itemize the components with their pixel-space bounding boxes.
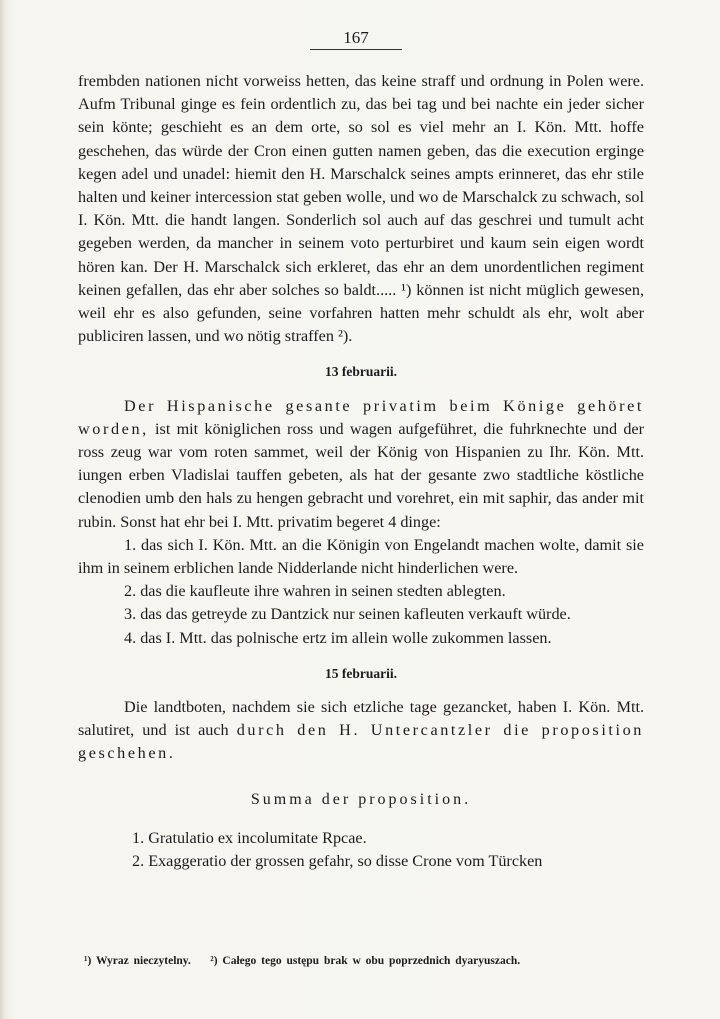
paragraph-marschalck: frembden nationen nicht vorweiss hetten, das keine straff und ordnung in Polen were. Aufm Tribunal ginge es fein ordentlich zu, das bei tag und bei nachte ein jeder sicher sein könte; geschieht es an dem orte, so sol es viel mehr an I. Kön. Mtt. hoffe geschehen, das würde der Cron einen gutten namen geben, das die execution erginge kegen adel und unadel: hiemit den H. Marschalck seines ampts erinneret, das ehr stile halten und keiner intercession stat geben wolle, und wo de Marschalck zu schwach, sol I. Kön. Mtt. die handt langen. Sonderlich sol auch auf das geschrei und tumult acht gegeben werden, da mancher in seinem voto perturbiret und kaum sein eigen wordt hören kan. Der H. Marschalck sich erkleret, das ehr an dem unordentlichen regiment keinen gefallen, das ehr aber solches so baldt..... ¹) können ist nicht müglich gewesen, weil ehr es also gefunden, seine vorfahren hatten mehr schuldt als ehr, wolt aber publiciren lassen, und wo nötig straffen ²). bbox=[78, 72, 644, 346]
paragraph-text: Die landtboten, nachdem sie sich etzliche tage gezancket, haben I. Kön. Mtt. salutiret, und ist auch bbox=[78, 698, 644, 740]
footnote-2: ²) Całego tego ustępu brak w obu poprzednich dyaryuszach. bbox=[210, 955, 521, 967]
list-item: 2. das die kaufleute ihre wahren in seinen stedten ablegten. bbox=[124, 582, 506, 601]
list-item: 1. das sich I. Kön. Mtt. an die Königin von Engelandt machen wolte, damit sie ihm in seinem erblichen lande Nidderlande nicht hinderlichen were. bbox=[78, 535, 644, 578]
request-list bbox=[78, 534, 644, 650]
date-heading-13-februarii: 13 februarii. bbox=[325, 364, 397, 380]
footnotes bbox=[84, 955, 664, 967]
paragraph-text: ist mit königlichen ross und wagen aufgeführet, die fuhrknechte und der ross zeug war vom roten sammet, weil der König von Hispanien zu Ihr. Kön. Mtt. iungen erben Vladislai tauffen gebeten, als hat der gesante zwo stadtliche köstliche clenodien umb den hals zu hengen gebracht und vorehret, ein mit saphir, das ander mit rubin. Sonst hat ehr bei I. Mtt. privatim begeret 4 dinge: bbox=[78, 419, 644, 531]
page-number: 167 bbox=[310, 28, 402, 50]
paragraph-hispanische-gesante bbox=[78, 395, 644, 534]
page-body bbox=[78, 70, 644, 873]
list-item: 2. Exaggeratio der grossen gefahr, so disse Crone vom Türcken bbox=[132, 852, 543, 871]
paragraph-landtboten bbox=[78, 696, 644, 766]
spaced-text: Der Hispanische gesante privatim beim Könige gehöret worden, bbox=[78, 396, 644, 438]
list-item: 4. das I. Mtt. das polnische ertz im allein wolle zukommen lassen. bbox=[124, 628, 552, 647]
date-heading-15-februarii: 15 februarii. bbox=[325, 665, 397, 681]
spaced-text: durch den H. Untercantzler die proposition geschehen. bbox=[78, 721, 644, 763]
list-item: 3. das das getreyde zu Dantzick nur seinen kafleuten verkauft würde. bbox=[124, 605, 571, 624]
summa-list bbox=[78, 827, 644, 873]
list-item: 1. Gratulatio ex incolumitate Rpcae. bbox=[132, 828, 367, 847]
summa-heading: Summa der proposition. bbox=[250, 790, 472, 808]
footnote-1: ¹) Wyraz nieczytelny. bbox=[84, 955, 191, 967]
